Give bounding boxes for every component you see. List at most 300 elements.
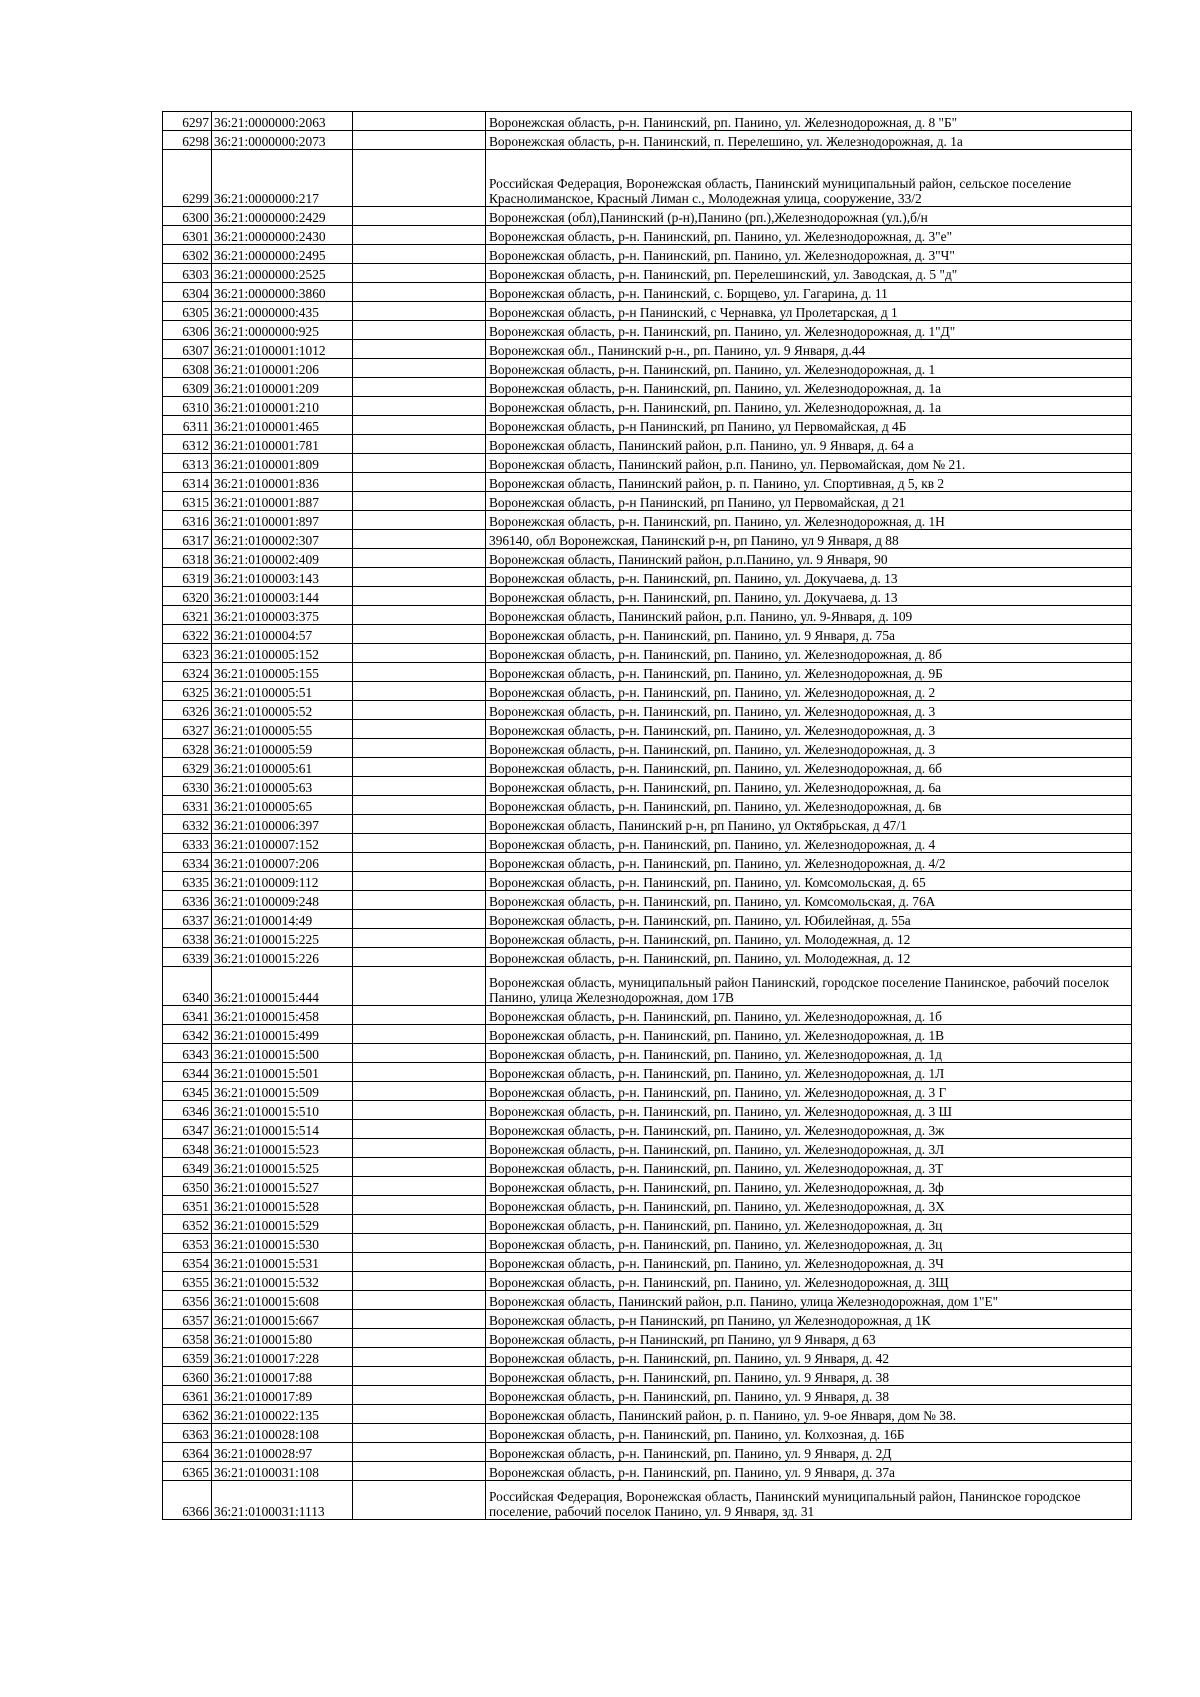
row-number-cell: 6323 bbox=[163, 644, 212, 663]
cadastral-number-cell: 36:21:0100017:88 bbox=[212, 1367, 353, 1386]
row-number-cell: 6334 bbox=[163, 853, 212, 872]
cadastral-number-cell: 36:21:0100001:1012 bbox=[212, 340, 353, 359]
cadastral-number-cell: 36:21:0100015:444 bbox=[212, 967, 353, 1006]
empty-cell bbox=[353, 473, 486, 492]
cadastral-number-cell: 36:21:0100015:509 bbox=[212, 1082, 353, 1101]
row-number-cell: 6350 bbox=[163, 1177, 212, 1196]
table-row bbox=[163, 1082, 1132, 1101]
table-row bbox=[163, 872, 1132, 891]
row-number-cell: 6355 bbox=[163, 1272, 212, 1291]
address-cell: Воронежская область, р-н. Панинский, рп. Панино, ул. Колхозная, д. 16Б bbox=[486, 1424, 1132, 1443]
empty-cell bbox=[353, 1044, 486, 1063]
cadastral-number-cell: 36:21:0100015:523 bbox=[212, 1139, 353, 1158]
table-row bbox=[163, 131, 1132, 150]
empty-cell bbox=[353, 340, 486, 359]
address-cell: Воронежская область, р-н. Панинский, рп. Панино, ул. Комсомольская, д. 76А bbox=[486, 891, 1132, 910]
empty-cell bbox=[353, 1234, 486, 1253]
cadastral-number-cell: 36:21:0000000:2495 bbox=[212, 245, 353, 264]
table-row bbox=[163, 701, 1132, 720]
empty-cell bbox=[353, 1348, 486, 1367]
table-row bbox=[163, 606, 1132, 625]
cadastral-number-cell: 36:21:0000000:3860 bbox=[212, 283, 353, 302]
empty-cell bbox=[353, 948, 486, 967]
table-row bbox=[163, 1158, 1132, 1177]
cadastral-number-cell: 36:21:0100002:409 bbox=[212, 549, 353, 568]
address-cell: Воронежская область, р-н. Панинский, рп. Панино, ул. Железнодорожная, д. 3ж bbox=[486, 1120, 1132, 1139]
cadastral-number-cell: 36:21:0100015:514 bbox=[212, 1120, 353, 1139]
empty-cell bbox=[353, 1329, 486, 1348]
address-cell: Российская Федерация, Воронежская область, Панинский муниципальный район, сельское поселение Краснолиманское, Красный Лиман с., Молодежная улица, сооружение, 33/2 bbox=[486, 150, 1132, 207]
table-row bbox=[163, 1234, 1132, 1253]
table-row bbox=[163, 1443, 1132, 1462]
address-cell: Воронежская область, Панинский район, р.п. Панино, улица Железнодорожная, дом 1"Е" bbox=[486, 1291, 1132, 1310]
row-number-cell: 6348 bbox=[163, 1139, 212, 1158]
empty-cell bbox=[353, 435, 486, 454]
table-row bbox=[163, 929, 1132, 948]
address-cell: Воронежская область, р-н. Панинский, рп. Панино, ул. Железнодорожная, д. 3"Ч" bbox=[486, 245, 1132, 264]
empty-cell bbox=[353, 739, 486, 758]
address-cell: Воронежская область, р-н. Панинский, рп. Панино, ул. Железнодорожная, д. 4/2 bbox=[486, 853, 1132, 872]
cadastral-number-cell: 36:21:0100001:887 bbox=[212, 492, 353, 511]
row-number-cell: 6327 bbox=[163, 720, 212, 739]
table-row bbox=[163, 473, 1132, 492]
table-row bbox=[163, 834, 1132, 853]
row-number-cell: 6302 bbox=[163, 245, 212, 264]
empty-cell bbox=[353, 891, 486, 910]
row-number-cell: 6322 bbox=[163, 625, 212, 644]
cadastral-number-cell: 36:21:0100015:226 bbox=[212, 948, 353, 967]
empty-cell bbox=[353, 207, 486, 226]
row-number-cell: 6307 bbox=[163, 340, 212, 359]
empty-cell bbox=[353, 245, 486, 264]
empty-cell bbox=[353, 1025, 486, 1044]
row-number-cell: 6335 bbox=[163, 872, 212, 891]
address-cell: Воронежская область, р-н Панинский, рп Панино, ул Первомайская, д 21 bbox=[486, 492, 1132, 511]
table-row bbox=[163, 1481, 1132, 1520]
cadastral-number-cell: 36:21:0100005:61 bbox=[212, 758, 353, 777]
table-row bbox=[163, 1272, 1132, 1291]
row-number-cell: 6324 bbox=[163, 663, 212, 682]
empty-cell bbox=[353, 625, 486, 644]
cadastral-number-cell: 36:21:0000000:217 bbox=[212, 150, 353, 207]
cadastral-number-cell: 36:21:0100015:80 bbox=[212, 1329, 353, 1348]
empty-cell bbox=[353, 150, 486, 207]
address-cell: Воронежская область, р-н. Панинский, рп. Панино, ул. Железнодорожная, д. 3ц bbox=[486, 1215, 1132, 1234]
empty-cell bbox=[353, 1253, 486, 1272]
cadastral-number-cell: 36:21:0100022:135 bbox=[212, 1405, 353, 1424]
row-number-cell: 6364 bbox=[163, 1443, 212, 1462]
table-row bbox=[163, 1348, 1132, 1367]
cadastral-number-cell: 36:21:0100015:499 bbox=[212, 1025, 353, 1044]
address-cell: Воронежская область, р-н. Панинский, рп. Панино, ул. Комсомольская, д. 65 bbox=[486, 872, 1132, 891]
cadastral-number-cell: 36:21:0100017:228 bbox=[212, 1348, 353, 1367]
table-row bbox=[163, 1291, 1132, 1310]
cadastral-number-cell: 36:21:0100015:531 bbox=[212, 1253, 353, 1272]
cadastral-number-cell: 36:21:0100007:206 bbox=[212, 853, 353, 872]
address-cell: Воронежская область, Панинский р-н, рп Панино, ул Октябрьская, д 47/1 bbox=[486, 815, 1132, 834]
address-cell: Воронежская область, р-н. Панинский, рп. Панино, ул. Железнодорожная, д. 3Ч bbox=[486, 1253, 1132, 1272]
address-cell: Воронежская область, Панинский район, р.п.Панино, ул. 9 Января, 90 bbox=[486, 549, 1132, 568]
empty-cell bbox=[353, 663, 486, 682]
table-row bbox=[163, 150, 1132, 207]
cadastral-number-cell: 36:21:0100005:155 bbox=[212, 663, 353, 682]
table-row bbox=[163, 587, 1132, 606]
row-number-cell: 6339 bbox=[163, 948, 212, 967]
row-number-cell: 6321 bbox=[163, 606, 212, 625]
address-cell: Воронежская область, р-н. Панинский, рп. Панино, ул. Железнодорожная, д. 3ф bbox=[486, 1177, 1132, 1196]
empty-cell bbox=[353, 682, 486, 701]
table-row bbox=[163, 758, 1132, 777]
cadastral-number-cell: 36:21:0100001:809 bbox=[212, 454, 353, 473]
table-row bbox=[163, 1367, 1132, 1386]
cadastral-number-cell: 36:21:0100014:49 bbox=[212, 910, 353, 929]
empty-cell bbox=[353, 1139, 486, 1158]
row-number-cell: 6304 bbox=[163, 283, 212, 302]
empty-cell bbox=[353, 1158, 486, 1177]
table-row bbox=[163, 397, 1132, 416]
empty-cell bbox=[353, 1101, 486, 1120]
address-cell: Воронежская область, р-н. Панинский, рп. Панино, ул. 9 Января, д. 42 bbox=[486, 1348, 1132, 1367]
empty-cell bbox=[353, 530, 486, 549]
empty-cell bbox=[353, 967, 486, 1006]
row-number-cell: 6353 bbox=[163, 1234, 212, 1253]
table-row bbox=[163, 720, 1132, 739]
table-row bbox=[163, 853, 1132, 872]
address-cell: Воронежская область, р-н Панинский, с Чернавка, ул Пролетарская, д 1 bbox=[486, 302, 1132, 321]
table-row bbox=[163, 1424, 1132, 1443]
table-row bbox=[163, 340, 1132, 359]
address-cell: Воронежская область, р-н. Панинский, рп. Панино, ул. Железнодорожная, д. 4 bbox=[486, 834, 1132, 853]
cadastral-number-cell: 36:21:0100015:532 bbox=[212, 1272, 353, 1291]
address-cell: Воронежская область, р-н. Панинский, рп. Панино, ул. 9 Января, д. 38 bbox=[486, 1367, 1132, 1386]
row-number-cell: 6317 bbox=[163, 530, 212, 549]
row-number-cell: 6303 bbox=[163, 264, 212, 283]
table-row bbox=[163, 226, 1132, 245]
empty-cell bbox=[353, 777, 486, 796]
cadastral-number-cell: 36:21:0100001:897 bbox=[212, 511, 353, 530]
empty-cell bbox=[353, 929, 486, 948]
table-row bbox=[163, 264, 1132, 283]
empty-cell bbox=[353, 644, 486, 663]
address-cell: Воронежская область, р-н. Панинский, рп. Панино, ул. Железнодорожная, д. 1Л bbox=[486, 1063, 1132, 1082]
table-row bbox=[163, 549, 1132, 568]
table-row bbox=[163, 1006, 1132, 1025]
table-row bbox=[163, 948, 1132, 967]
cadastral-number-cell: 36:21:0100005:63 bbox=[212, 777, 353, 796]
cadastral-number-cell: 36:21:0100003:143 bbox=[212, 568, 353, 587]
address-cell: Воронежская область, р-н. Панинский, рп. Панино, ул. Железнодорожная, д. 6в bbox=[486, 796, 1132, 815]
cadastral-number-cell: 36:21:0000000:2429 bbox=[212, 207, 353, 226]
empty-cell bbox=[353, 1120, 486, 1139]
row-number-cell: 6299 bbox=[163, 150, 212, 207]
empty-cell bbox=[353, 454, 486, 473]
table-row bbox=[163, 568, 1132, 587]
table-row bbox=[163, 967, 1132, 1006]
address-cell: Воронежская область, р-н. Панинский, рп. Панино, ул. Железнодорожная, д. 3 bbox=[486, 739, 1132, 758]
address-cell: Воронежская область, р-н. Панинский, рп. Панино, ул. Железнодорожная, д. 8 "Б" bbox=[486, 112, 1132, 131]
empty-cell bbox=[353, 1291, 486, 1310]
address-cell: Воронежская область, р-н. Панинский, рп. Панино, ул. Железнодорожная, д. 3 bbox=[486, 720, 1132, 739]
row-number-cell: 6349 bbox=[163, 1158, 212, 1177]
cadastral-number-cell: 36:21:0100017:89 bbox=[212, 1386, 353, 1405]
row-number-cell: 6342 bbox=[163, 1025, 212, 1044]
address-cell: Воронежская область, Панинский район, р.п. Панино, ул. 9-Января, д. 109 bbox=[486, 606, 1132, 625]
empty-cell bbox=[353, 264, 486, 283]
address-cell: Воронежская область, р-н. Панинский, рп. Панино, ул. Железнодорожная, д. 1В bbox=[486, 1025, 1132, 1044]
cadastral-number-cell: 36:21:0100003:375 bbox=[212, 606, 353, 625]
empty-cell bbox=[353, 1405, 486, 1424]
table-row bbox=[163, 1177, 1132, 1196]
row-number-cell: 6333 bbox=[163, 834, 212, 853]
address-cell: Воронежская область, р-н. Панинский, рп. Панино, ул. Железнодорожная, д. 1б bbox=[486, 1006, 1132, 1025]
address-cell: Воронежская область, р-н. Панинский, рп. Панино, ул. Железнодорожная, д. 1д bbox=[486, 1044, 1132, 1063]
row-number-cell: 6300 bbox=[163, 207, 212, 226]
table-row bbox=[163, 777, 1132, 796]
empty-cell bbox=[353, 302, 486, 321]
cadastral-number-cell: 36:21:0100015:525 bbox=[212, 1158, 353, 1177]
table-row bbox=[163, 910, 1132, 929]
row-number-cell: 6309 bbox=[163, 378, 212, 397]
row-number-cell: 6328 bbox=[163, 739, 212, 758]
table-row bbox=[163, 1215, 1132, 1234]
address-cell: Воронежская область, р-н. Панинский, рп. Панино, ул. 9 Января, д. 2Д bbox=[486, 1443, 1132, 1462]
cadastral-number-cell: 36:21:0000000:2073 bbox=[212, 131, 353, 150]
registry-table-body bbox=[163, 112, 1132, 1520]
row-number-cell: 6363 bbox=[163, 1424, 212, 1443]
cadastral-number-cell: 36:21:0100002:307 bbox=[212, 530, 353, 549]
address-cell: Воронежская область, р-н. Панинский, рп. Панино, ул. Железнодорожная, д. 3 Ш bbox=[486, 1101, 1132, 1120]
cadastral-number-cell: 36:21:0100005:65 bbox=[212, 796, 353, 815]
cadastral-number-cell: 36:21:0000000:2063 bbox=[212, 112, 353, 131]
row-number-cell: 6308 bbox=[163, 359, 212, 378]
empty-cell bbox=[353, 1196, 486, 1215]
empty-cell bbox=[353, 1215, 486, 1234]
table-row bbox=[163, 283, 1132, 302]
table-row bbox=[163, 1253, 1132, 1272]
address-cell: Воронежская область, р-н. Панинский, рп. Панино, ул. Железнодорожная, д. 1а bbox=[486, 397, 1132, 416]
empty-cell bbox=[353, 359, 486, 378]
empty-cell bbox=[353, 796, 486, 815]
cadastral-number-cell: 36:21:0100015:667 bbox=[212, 1310, 353, 1329]
empty-cell bbox=[353, 587, 486, 606]
table-row bbox=[163, 815, 1132, 834]
table-row bbox=[163, 511, 1132, 530]
cadastral-number-cell: 36:21:0100015:225 bbox=[212, 929, 353, 948]
empty-cell bbox=[353, 720, 486, 739]
address-cell: Воронежская область, р-н. Панинский, рп. Панино, ул. Железнодорожная, д. 3 Г bbox=[486, 1082, 1132, 1101]
empty-cell bbox=[353, 1443, 486, 1462]
cadastral-number-cell: 36:21:0100001:210 bbox=[212, 397, 353, 416]
cadastral-number-cell: 36:21:0100009:248 bbox=[212, 891, 353, 910]
address-cell: Воронежская область, р-н. Панинский, рп. Панино, ул. Юбилейная, д. 55а bbox=[486, 910, 1132, 929]
empty-cell bbox=[353, 834, 486, 853]
address-cell: Воронежская область, р-н Панинский, рп Панино, ул Железнодорожная, д 1К bbox=[486, 1310, 1132, 1329]
row-number-cell: 6325 bbox=[163, 682, 212, 701]
row-number-cell: 6331 bbox=[163, 796, 212, 815]
cadastral-number-cell: 36:21:0000000:925 bbox=[212, 321, 353, 340]
address-cell: Воронежская область, р-н. Панинский, рп. Панино, ул. Докучаева, д. 13 bbox=[486, 587, 1132, 606]
empty-cell bbox=[353, 112, 486, 131]
row-number-cell: 6314 bbox=[163, 473, 212, 492]
address-cell: Воронежская область, р-н. Панинский, рп. Панино, ул. Железнодорожная, д. 1 bbox=[486, 359, 1132, 378]
cadastral-number-cell: 36:21:0100031:1113 bbox=[212, 1481, 353, 1520]
table-row bbox=[163, 1405, 1132, 1424]
table-row bbox=[163, 682, 1132, 701]
address-cell: Воронежская область, р-н. Панинский, рп. Панино, ул. Железнодорожная, д. 1а bbox=[486, 378, 1132, 397]
cadastral-number-cell: 36:21:0100028:97 bbox=[212, 1443, 353, 1462]
row-number-cell: 6326 bbox=[163, 701, 212, 720]
empty-cell bbox=[353, 321, 486, 340]
row-number-cell: 6361 bbox=[163, 1386, 212, 1405]
address-cell: Воронежская (обл),Панинский (р-н),Панино (рп.),Железнодорожная (ул.),б/н bbox=[486, 207, 1132, 226]
cadastral-number-cell: 36:21:0100005:55 bbox=[212, 720, 353, 739]
row-number-cell: 6297 bbox=[163, 112, 212, 131]
cadastral-number-cell: 36:21:0100015:527 bbox=[212, 1177, 353, 1196]
cadastral-number-cell: 36:21:0100031:108 bbox=[212, 1462, 353, 1481]
cadastral-number-cell: 36:21:0100001:465 bbox=[212, 416, 353, 435]
row-number-cell: 6318 bbox=[163, 549, 212, 568]
empty-cell bbox=[353, 1367, 486, 1386]
empty-cell bbox=[353, 910, 486, 929]
address-cell: Воронежская область, р-н. Панинский, рп. Перелешинский, ул. Заводская, д. 5 "д" bbox=[486, 264, 1132, 283]
cadastral-number-cell: 36:21:0100005:59 bbox=[212, 739, 353, 758]
empty-cell bbox=[353, 1177, 486, 1196]
cadastral-number-cell: 36:21:0000000:2430 bbox=[212, 226, 353, 245]
row-number-cell: 6345 bbox=[163, 1082, 212, 1101]
table-row bbox=[163, 302, 1132, 321]
empty-cell bbox=[353, 1481, 486, 1520]
empty-cell bbox=[353, 549, 486, 568]
table-row bbox=[163, 1101, 1132, 1120]
address-cell: Воронежская область, р-н. Панинский, рп. Панино, ул. Молодежная, д. 12 bbox=[486, 929, 1132, 948]
address-cell: Воронежская область, Панинский район, р.п. Панино, ул. 9 Января, д. 64 а bbox=[486, 435, 1132, 454]
cadastral-number-cell: 36:21:0100001:209 bbox=[212, 378, 353, 397]
row-number-cell: 6310 bbox=[163, 397, 212, 416]
empty-cell bbox=[353, 758, 486, 777]
row-number-cell: 6360 bbox=[163, 1367, 212, 1386]
address-cell: Воронежская область, р-н. Панинский, рп. Панино, ул. 9 Января, д. 37а bbox=[486, 1462, 1132, 1481]
empty-cell bbox=[353, 1006, 486, 1025]
empty-cell bbox=[353, 568, 486, 587]
cadastral-number-cell: 36:21:0100003:144 bbox=[212, 587, 353, 606]
row-number-cell: 6351 bbox=[163, 1196, 212, 1215]
address-cell: Воронежская область, р-н. Панинский, рп. Панино, ул. Железнодорожная, д. 3ц bbox=[486, 1234, 1132, 1253]
row-number-cell: 6319 bbox=[163, 568, 212, 587]
cadastral-number-cell: 36:21:0100015:528 bbox=[212, 1196, 353, 1215]
cadastral-number-cell: 36:21:0100028:108 bbox=[212, 1424, 353, 1443]
empty-cell bbox=[353, 378, 486, 397]
table-row bbox=[163, 891, 1132, 910]
table-row bbox=[163, 1462, 1132, 1481]
address-cell: Воронежская область, р-н. Панинский, рп. Панино, ул. Железнодорожная, д. 6б bbox=[486, 758, 1132, 777]
row-number-cell: 6343 bbox=[163, 1044, 212, 1063]
table-row bbox=[163, 625, 1132, 644]
empty-cell bbox=[353, 701, 486, 720]
empty-cell bbox=[353, 1386, 486, 1405]
row-number-cell: 6311 bbox=[163, 416, 212, 435]
row-number-cell: 6312 bbox=[163, 435, 212, 454]
table-row bbox=[163, 378, 1132, 397]
cadastral-number-cell: 36:21:0100004:57 bbox=[212, 625, 353, 644]
row-number-cell: 6305 bbox=[163, 302, 212, 321]
address-cell: Воронежская область, р-н. Панинский, рп. Панино, ул. Молодежная, д. 12 bbox=[486, 948, 1132, 967]
empty-cell bbox=[353, 416, 486, 435]
row-number-cell: 6341 bbox=[163, 1006, 212, 1025]
cadastral-number-cell: 36:21:0100005:51 bbox=[212, 682, 353, 701]
table-row bbox=[163, 207, 1132, 226]
table-row bbox=[163, 530, 1132, 549]
table-row bbox=[163, 1386, 1132, 1405]
table-row bbox=[163, 739, 1132, 758]
cadastral-number-cell: 36:21:0100015:500 bbox=[212, 1044, 353, 1063]
row-number-cell: 6336 bbox=[163, 891, 212, 910]
cadastral-number-cell: 36:21:0000000:435 bbox=[212, 302, 353, 321]
cadastral-number-cell: 36:21:0100015:501 bbox=[212, 1063, 353, 1082]
address-cell: Воронежская область, р-н. Панинский, рп. Панино, ул. Железнодорожная, д. 3"е" bbox=[486, 226, 1132, 245]
row-number-cell: 6315 bbox=[163, 492, 212, 511]
address-cell: Российская Федерация, Воронежская область, Панинский муниципальный район, Панинское городское поселение, рабочий поселок Панино, ул. 9 Января, зд. 31 bbox=[486, 1481, 1132, 1520]
row-number-cell: 6338 bbox=[163, 929, 212, 948]
empty-cell bbox=[353, 606, 486, 625]
row-number-cell: 6358 bbox=[163, 1329, 212, 1348]
table-row bbox=[163, 796, 1132, 815]
table-row bbox=[163, 321, 1132, 340]
cadastral-number-cell: 36:21:0100001:206 bbox=[212, 359, 353, 378]
row-number-cell: 6354 bbox=[163, 1253, 212, 1272]
table-row bbox=[163, 492, 1132, 511]
table-row bbox=[163, 1025, 1132, 1044]
cadastral-number-cell: 36:21:0000000:2525 bbox=[212, 264, 353, 283]
table-row bbox=[163, 1310, 1132, 1329]
cadastral-number-cell: 36:21:0100005:52 bbox=[212, 701, 353, 720]
table-row bbox=[163, 663, 1132, 682]
row-number-cell: 6332 bbox=[163, 815, 212, 834]
address-cell: Воронежская область, р-н. Панинский, с. Борщево, ул. Гагарина, д. 11 bbox=[486, 283, 1132, 302]
cadastral-number-cell: 36:21:0100015:530 bbox=[212, 1234, 353, 1253]
cadastral-number-cell: 36:21:0100015:458 bbox=[212, 1006, 353, 1025]
empty-cell bbox=[353, 1082, 486, 1101]
address-cell: Воронежская область, р-н. Панинский, рп. Панино, ул. Железнодорожная, д. 2 bbox=[486, 682, 1132, 701]
table-row bbox=[163, 416, 1132, 435]
row-number-cell: 6347 bbox=[163, 1120, 212, 1139]
cadastral-number-cell: 36:21:0100009:112 bbox=[212, 872, 353, 891]
address-cell: Воронежская область, р-н. Панинский, рп. Панино, ул. Железнодорожная, д. 3Л bbox=[486, 1139, 1132, 1158]
row-number-cell: 6340 bbox=[163, 967, 212, 1006]
row-number-cell: 6356 bbox=[163, 1291, 212, 1310]
registry-table bbox=[162, 111, 1132, 1520]
row-number-cell: 6337 bbox=[163, 910, 212, 929]
address-cell: Воронежская область, р-н. Панинский, рп. Панино, ул. Железнодорожная, д. 1Н bbox=[486, 511, 1132, 530]
address-cell: Воронежская область, р-н. Панинский, рп. Панино, ул. Железнодорожная, д. 3Щ bbox=[486, 1272, 1132, 1291]
address-cell: Воронежская область, р-н. Панинский, рп. Панино, ул. Железнодорожная, д. 1"Д" bbox=[486, 321, 1132, 340]
cadastral-number-cell: 36:21:0100007:152 bbox=[212, 834, 353, 853]
table-row bbox=[163, 245, 1132, 264]
empty-cell bbox=[353, 872, 486, 891]
empty-cell bbox=[353, 815, 486, 834]
row-number-cell: 6359 bbox=[163, 1348, 212, 1367]
row-number-cell: 6366 bbox=[163, 1481, 212, 1520]
empty-cell bbox=[353, 492, 486, 511]
row-number-cell: 6330 bbox=[163, 777, 212, 796]
address-cell: Воронежская область, Панинский район, р. п. Панино, ул. Спортивная, д 5, кв 2 bbox=[486, 473, 1132, 492]
cadastral-number-cell: 36:21:0100001:781 bbox=[212, 435, 353, 454]
row-number-cell: 6301 bbox=[163, 226, 212, 245]
row-number-cell: 6365 bbox=[163, 1462, 212, 1481]
empty-cell bbox=[353, 226, 486, 245]
empty-cell bbox=[353, 397, 486, 416]
address-cell: Воронежская область, р-н. Панинский, рп. Панино, ул. Железнодорожная, д. 6а bbox=[486, 777, 1132, 796]
cadastral-number-cell: 36:21:0100005:152 bbox=[212, 644, 353, 663]
